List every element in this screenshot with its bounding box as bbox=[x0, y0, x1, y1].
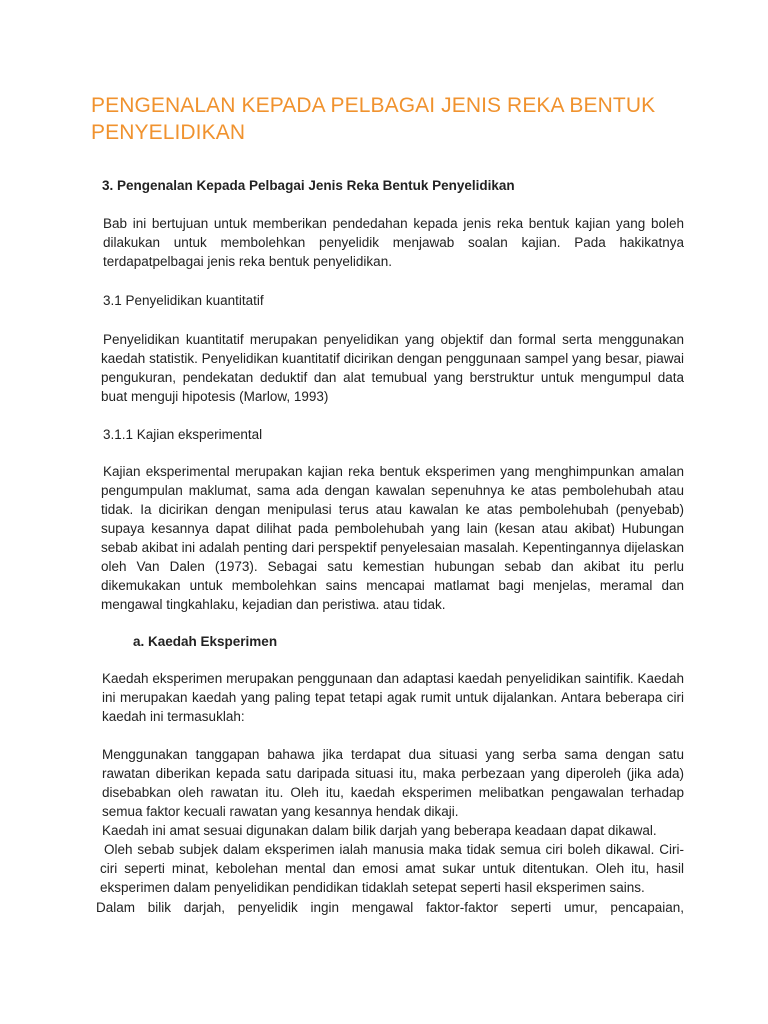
intro-paragraph: Bab ini bertujuan untuk memberikan pendedahan kepada jenis reka bentuk kajian yang boleh dilakukan untuk membolehkan penyelidik menjawab soalan kajian. Pada hakikatnya terdapatpelbagai jenis reka bentuk penyelidikan. bbox=[103, 216, 684, 269]
paragraph-3-1: Penyelidikan kuantitatif merupakan penyelidikan yang objektif dan formal serta menggunakan kaedah statistik. Penyelidikan kuantitatif dicirikan dengan penggunaan sampel yang besar, piawai pengukuran, pendekatan deduktif dan alat temubual yang berstruktur untuk mengumpul data buat menguji hipotesis (Marlow, 1993) bbox=[101, 332, 684, 404]
document-title: PENGENALAN KEPADA PELBAGAI JENIS REKA BENTUK PENYELIDIKAN bbox=[91, 94, 656, 144]
section-heading: 3. Pengenalan Kepada Pelbagai Jenis Reka Bentuk Penyelidikan bbox=[102, 178, 515, 193]
subsection-heading-3-1-1: 3.1.1 Kajian eksperimental bbox=[103, 427, 263, 442]
subsection-heading-a: a. Kaedah Eksperimen bbox=[133, 634, 278, 649]
paragraph-a-4: Oleh sebab subjek dalam eksperimen ialah manusia maka tidak semua ciri boleh dikawal. Ciri-ciri seperti minat, kebolehan mental dan emosi amat sukar untuk ditentukan. Oleh itu, hasil eksperimen dalam penyelidikan pendidikan tidaklah setepat seperti hasil eksperimen sains. bbox=[100, 842, 684, 895]
paragraph-a-3: Kaedah ini amat sesuai digunakan dalam bilik darjah yang beberapa keadaan dapat dikawal. bbox=[102, 823, 657, 838]
paragraph-a-1: Kaedah eksperimen merupakan penggunaan dan adaptasi kaedah penyelidikan saintifik. Kaedah ini merupakan kaedah yang paling tepat tetapi agak rumit untuk dijalankan. Antara beberapa ciri kaedah ini termasuklah: bbox=[102, 671, 684, 724]
paragraph-3-1-1: Kajian eksperimental merupakan kajian reka bentuk eksperimen yang menghimpunkan amalan pengumpulan maklumat, sama ada dengan kawalan sepenuhnya ke atas pembolehubah atau tidak. Ia dicirikan dengan menipulasi terus atau kawalan ke atas pembolehubah (penyebab) supaya kesannya dapat dilihat pada pembolehubah yang lain (kesan atau akibat) Hubungan sebab akibat ini adalah penting dari perspektif penyelesaian masalah. Kepentingannya dijelaskan oleh Van Dalen (1973). Sebagai satu kemestian hubungan sebab dan akibat itu perlu dikemukakan untuk membolehkan sains mencapai matlamat bagi menjelas, meramal dan mengawal tingkahlaku, kejadian dan peristiwa. atau tidak. bbox=[101, 464, 684, 612]
paragraph-a-5: Dalam bilik darjah, penyelidik ingin mengawal faktor-faktor seperti umur, pencapaian, bbox=[96, 900, 684, 915]
paragraph-a-2: Menggunakan tanggapan bahawa jika terdapat dua situasi yang serba sama dengan satu rawatan diberikan kepada satu daripada situasi itu, maka perbezaan yang diperoleh (jika ada) disebabkan oleh rawatan itu. Oleh itu, kaedah eksperimen melibatkan pengawalan terhadap semua faktor kecuali rawatan yang kesannya hendak dikaji. bbox=[102, 747, 684, 819]
subsection-heading-3-1: 3.1 Penyelidikan kuantitatif bbox=[103, 293, 264, 308]
